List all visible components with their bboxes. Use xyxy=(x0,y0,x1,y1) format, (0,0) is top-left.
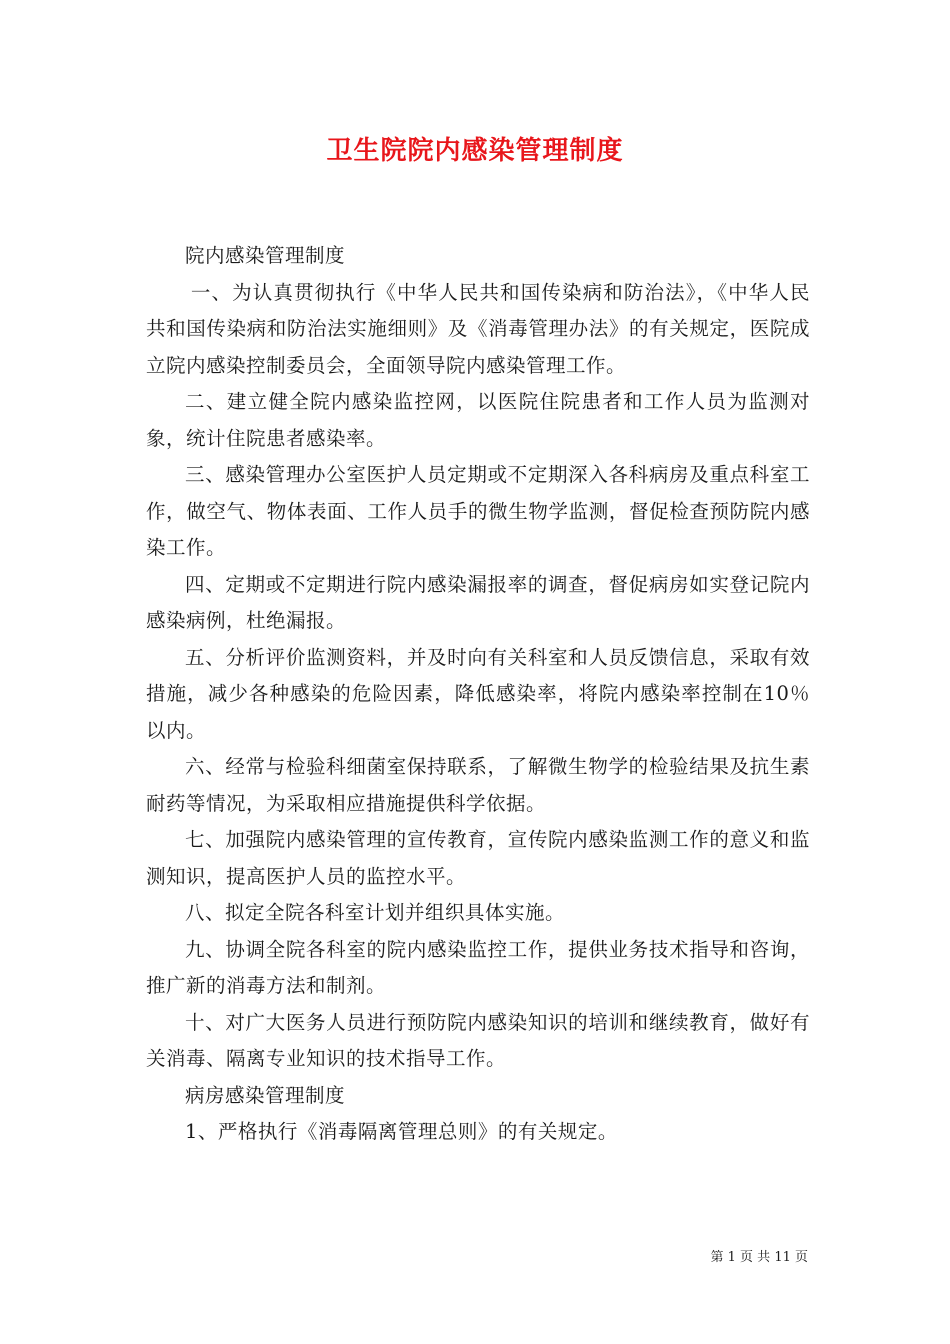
paragraph-3: 三、感染管理办公室医护人员定期或不定期深入各科病房及重点科室工作，做空气、物体表面、工作人员手的微生物学监测，督促检查预防院内感染工作。 xyxy=(146,463,810,559)
section-heading-hospital-infection: 院内感染管理制度 xyxy=(185,244,346,267)
paragraph-7: 七、加强院内感染管理的宣传教育，宣传院内感染监测工作的意义和监测知识，提高医护人员的监控水平。 xyxy=(146,828,810,888)
paragraph-9: 九、协调全院各科室的院内感染监控工作，提供业务技术指导和咨询，推广新的消毒方法和制剂。 xyxy=(146,937,810,997)
paragraph-6: 六、经常与检验科细菌室保持联系，了解微生物学的检验结果及抗生素耐药等情况，为采取相应措施提供科学依据。 xyxy=(146,755,810,815)
paragraph-2: 二、建立健全院内感染监控网，以医院住院患者和工作人员为监测对象，统计住院患者感染率。 xyxy=(146,390,810,450)
page-number: 第 1 页 共 11 页 xyxy=(710,1250,808,1265)
paragraph-8: 八、拟定全院各科室计划并组织具体实施。 xyxy=(185,901,566,924)
document-body xyxy=(146,238,810,1151)
document-title: 卫生院院内感染管理制度 xyxy=(326,136,624,166)
paragraph-4: 四、定期或不定期进行院内感染漏报率的调查，督促病房如实登记院内感染病例，杜绝漏报。 xyxy=(146,572,810,632)
section-heading-ward-infection: 病房感染管理制度 xyxy=(185,1083,346,1107)
paragraph-5: 五、分析评价监测资料，并及时向有关科室和人员反馈信息，采取有效措施，减少各种感染的危险因素，降低感染率，将院内感染率控制在10％以内。 xyxy=(146,645,810,742)
paragraph-1: 一、为认真贯彻执行《中华人民共和国传染病和防治法》，《中华人民共和国传染病和防治法实施细则》及《消毒管理办法》的有关规定，医院成立院内感染控制委员会，全面领导院内感染管理工作。 xyxy=(146,280,810,377)
paragraph-10: 十、对广大医务人员进行预防院内感染知识的培训和继续教育，做好有关消毒、隔离专业知识的技术指导工作。 xyxy=(146,1010,810,1070)
ward-rule-1: 1、严格执行《消毒隔离管理总则》的有关规定。 xyxy=(185,1120,618,1143)
